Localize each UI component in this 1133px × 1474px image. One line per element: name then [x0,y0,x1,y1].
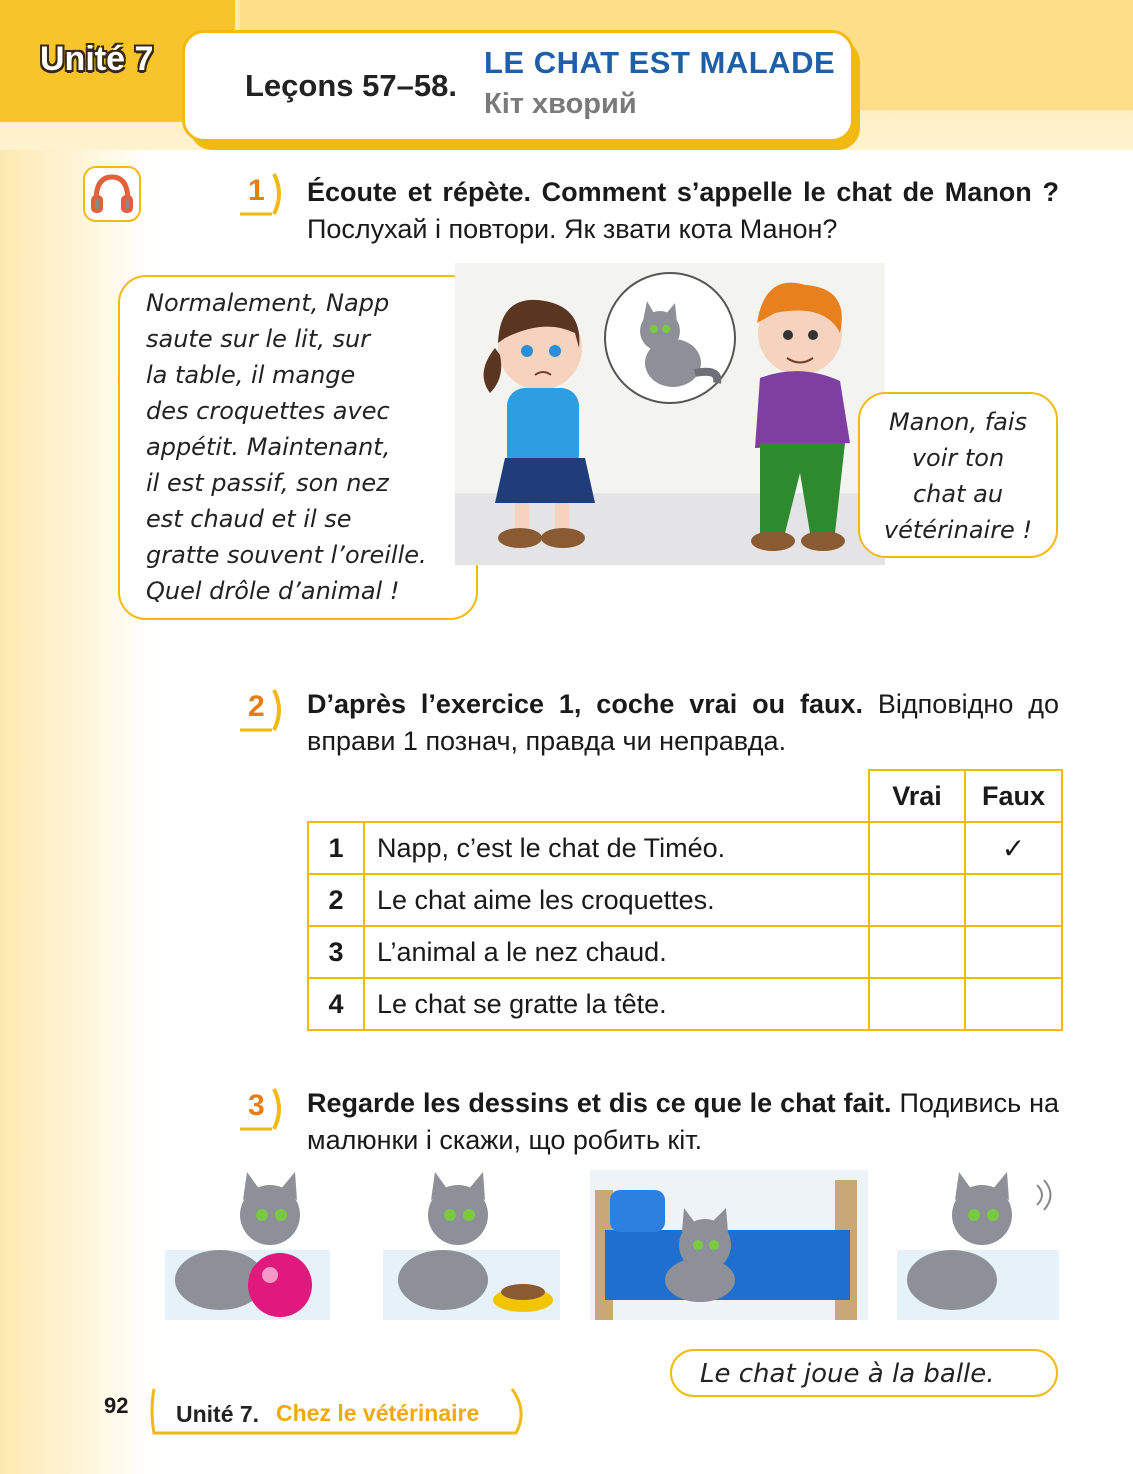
exercise-2-instruction-fr: D’après l’exercice 1, coche vrai ou faux. [307,689,864,719]
table-header-row [308,770,1062,822]
row-number: 1 [308,822,364,874]
column-vrai: Vrai [869,770,965,822]
bubble-right-line: chat au [912,480,1004,508]
bubble-left-line: saute sur le lit, sur [146,325,371,353]
exercise-1-instruction-fr: Écoute et répète. Comment s’appelle le chat de Manon ? [307,177,1059,207]
bubble-left-line: la table, il mange [146,361,356,389]
exercise-1-number: 1 [236,170,284,218]
exercise-3-instruction-fr: Regarde les dessins et dis ce que le chat fait. [307,1088,892,1118]
exercise-2-instruction-ua: Відповідно до вправи 1 познач, правда чи неправда. [307,689,1059,756]
lesson-label: Leçons 57–58. [245,68,457,103]
row-number: 2 [308,874,364,926]
speech-bubble-right-text [860,404,1056,548]
cat-playing-ball-drawing [165,1170,330,1320]
exercise-2-number: 2 [236,686,284,734]
bubble-left-line: gratte souvent l’oreille. [146,541,427,569]
answer-example-box [670,1349,1058,1397]
unit-badge: Unité 7 [40,40,154,78]
speech-bubble-right [858,392,1058,558]
bubble-left-line: appétit. Maintenant, [146,433,391,461]
table-row [308,978,1062,1030]
row-statement: L’animal a le nez chaud. [364,926,869,978]
faux-checkbox[interactable]: ✓ [965,822,1062,874]
bubble-left-line: il est passif, son nez [146,469,389,497]
bubble-left-line: Normalement, Napp [146,289,390,317]
answer-example-text: Le chat joue à la balle. [700,1359,995,1389]
exercise-1-instruction-ua: Послухай і повтори. Як звати кота Манон? [307,214,838,244]
table-row [308,874,1062,926]
true-false-table [307,769,1063,1031]
vrai-checkbox[interactable] [869,874,965,926]
footer-title: Chez le vétérinaire [276,1400,480,1426]
lesson-title-ua: Кіт хворий [484,88,637,120]
headphones-icon[interactable] [82,165,142,223]
table-row [308,926,1062,978]
bubble-left-line: des croquettes avec [146,397,390,425]
faux-checkbox[interactable] [965,874,1062,926]
scene-illustration [455,263,885,565]
column-faux: Faux [965,770,1062,822]
lesson-title-fr: LE CHAT EST MALADE [484,45,836,80]
table-header-blank [308,770,869,822]
row-statement: Napp, c’est le chat de Timéo. [364,822,869,874]
exercise-3-instruction [307,1085,1059,1159]
bubble-right-line: voir ton [911,444,1005,472]
cat-scratching-drawing [897,1170,1059,1320]
cat-eating-drawing [383,1170,560,1320]
row-number: 4 [308,978,364,1030]
bubble-right-line: vétérinaire ! [883,516,1033,544]
speech-bubble-left [118,275,478,620]
row-number: 3 [308,926,364,978]
faux-checkbox[interactable] [965,926,1062,978]
exercise-3-number: 3 [236,1085,284,1133]
exercise-3-instruction-ua: Подивись на малюнки і скажи, що робить кіт. [307,1088,1059,1155]
vrai-checkbox[interactable] [869,926,965,978]
row-statement: Le chat aime les croquettes. [364,874,869,926]
faux-checkbox[interactable] [965,978,1062,1030]
table-row [308,822,1062,874]
row-statement: Le chat se gratte la tête. [364,978,869,1030]
exercise-2-instruction [307,686,1059,760]
vrai-checkbox[interactable] [869,978,965,1030]
bubble-left-line: Quel drôle d’animal ! [146,577,400,605]
vrai-checkbox[interactable] [869,822,965,874]
bubble-left-line: est chaud et il se [146,505,352,533]
exercise-1-instruction [307,174,1059,248]
footer-unit: Unité 7. [176,1401,260,1427]
speech-bubble-left-text [146,285,427,609]
page-number: 92 [104,1393,129,1418]
bubble-right-line: Manon, fais [888,408,1028,436]
cat-on-bed-drawing [590,1170,868,1320]
